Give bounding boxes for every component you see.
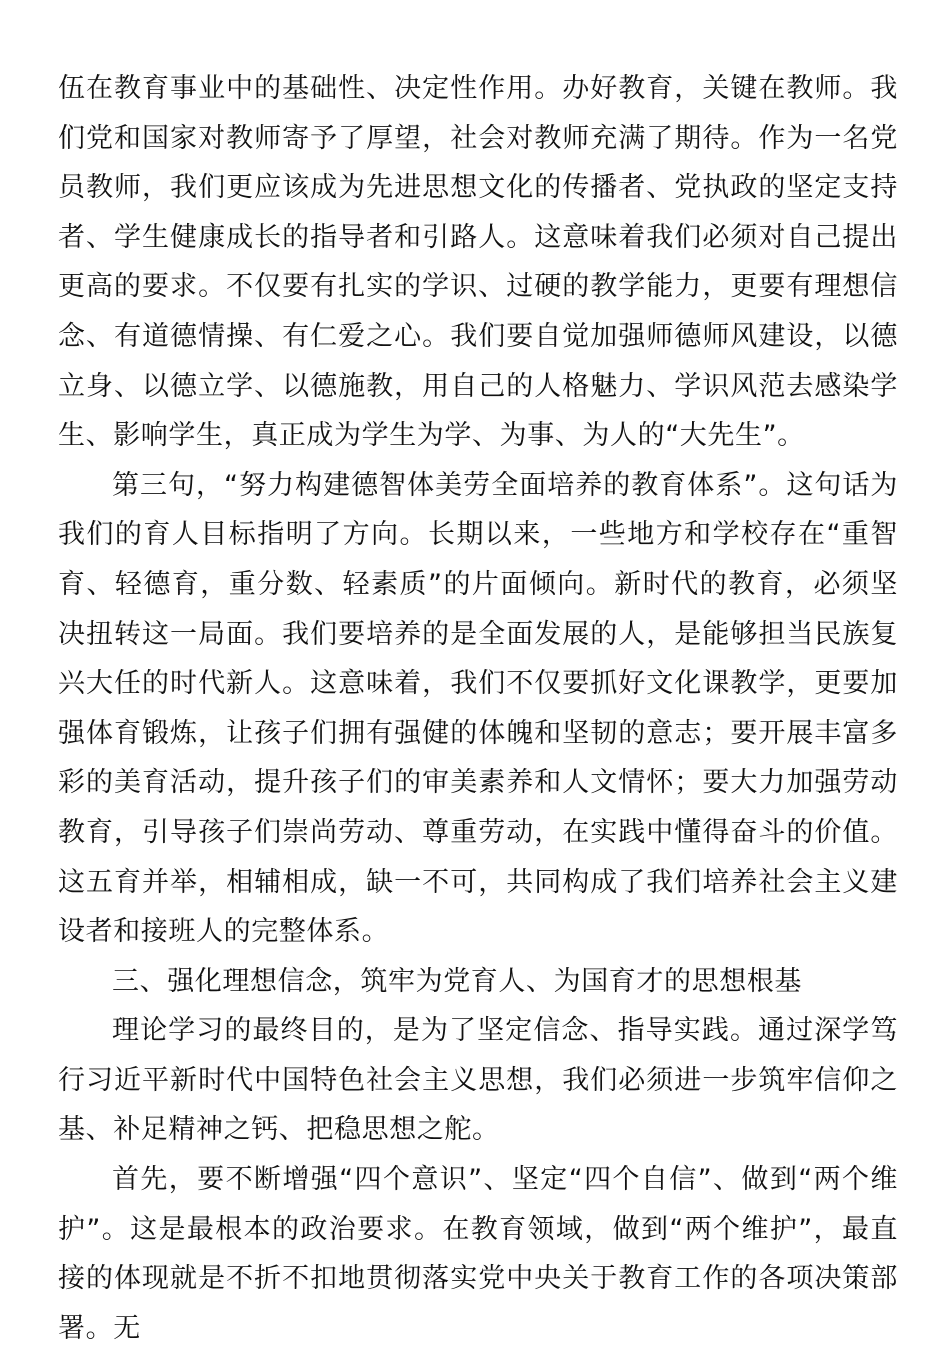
paragraph-third-sentence: 第三句，“努力构建德智体美劳全面培养的教育体系”。这句话为我们的育人目标指明了方向。长期以来，一些地方和学校存在“重智育、轻德育，重分数、轻素质”的片面倾向。新时代的教育，必须坚决扭转这一局面。我们要培养的是全面发展的人，是能够担当民族复兴大任的时代新人。这意味着，我们不仅要抓好文化课教学，更要加强体育锻炼，让孩子们拥有强健的体魄和坚韧的意志；要开展丰富多彩的美育活动，提升孩子们的审美素养和人文情怀；要大力加强劳动教育，引导孩子们崇尚劳动、尊重劳动，在实践中懂得奋斗的价值。这五育并举，相辅相成，缺一不可，共同构成了我们培养社会主义建设者和接班人的完整体系。 <box>58 469 898 948</box>
paragraph-first-point: 首先，要不断增强“四个意识”、坚定“四个自信”、做到“两个维护”。这是最根本的政治要求。在教育领域，做到“两个维护”，最直接的体现就是不折不扣地贯彻落实党中央关于教育工作的各项决策部署。无 <box>58 1164 898 1344</box>
paragraph-theory-study: 理论学习的最终目的，是为了坚定信念、指导实践。通过深学笃行习近平新时代中国特色社会主义思想，我们必须进一步筑牢信仰之基、补足精神之钙、把稳思想之舵。 <box>58 1015 898 1146</box>
paragraph-continued: 伍在教育事业中的基础性、决定性作用。办好教育，关键在教师。我们党和国家对教师寄予了厚望，社会对教师充满了期待。作为一名党员教师，我们更应该成为先进思想文化的传播者、党执政的坚定支持者、学生健康成长的指导者和引路人。这意味着我们必须对自己提出更高的要求。不仅要有扎实的学识、过硬的教学能力，更要有理想信念、有道德情操、有仁爱之心。我们要自觉加强师德师风建设，以德立身、以德立学、以德施教，用自己的人格魅力、学识风范去感染学生、影响学生，真正成为学生为学、为事、为人的“大先生”。 <box>58 73 898 452</box>
document-body <box>58 64 898 1353</box>
section-heading-3: 三、强化理想信念，筑牢为党育人、为国育才的思想根基 <box>112 965 802 997</box>
